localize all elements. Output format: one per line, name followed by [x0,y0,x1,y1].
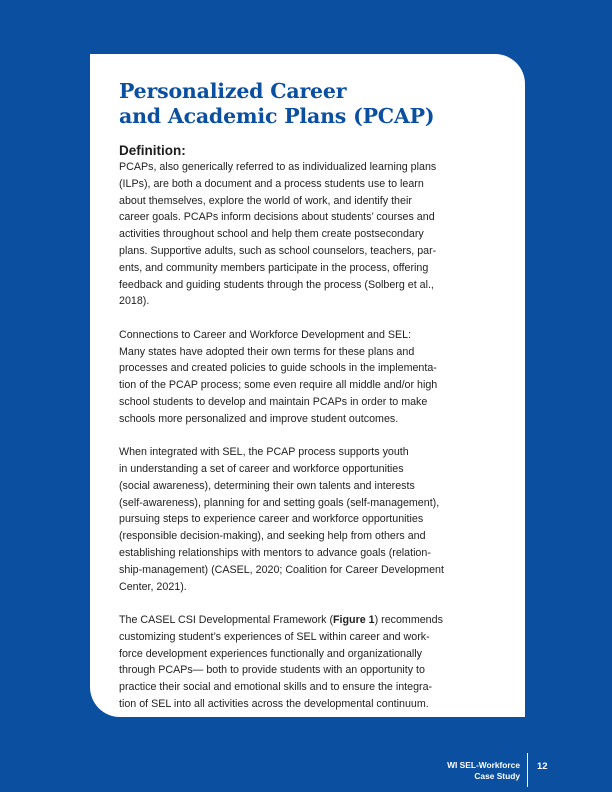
text-line: in understanding a set of career and workforce opportunities [119,462,404,475]
text-line: (social awareness), determining their own talents and interests [119,479,415,492]
text-line: force development experiences functionally and organizationally [119,647,422,660]
text-line: practice their social and emotional skills and to ensure the integra- [119,681,433,694]
text-line: Many states have adopted their own terms for these plans and [119,345,415,358]
footer-divider [527,753,528,787]
text-line: career goals. PCAPs inform decisions about students’ courses and [119,211,435,224]
text-segment: The CASEL CSI Developmental Framework ( [119,613,334,626]
definition-heading: Definition: [119,143,186,158]
text-line: When integrated with SEL, the PCAP process supports youth [119,446,409,459]
text-line: customizing student’s experiences of SEL within career and work- [119,630,430,643]
text-line [119,612,497,629]
text-line: tion of SEL into all activities across the developmental continuum. [119,697,429,710]
connections-paragraph [119,327,497,428]
text-line: school students to develop and maintain PCAPs in order to make [119,395,428,408]
text-line: ents, and community members participate in the process, offering [119,261,429,274]
text-line: feedback and guiding students through the process (Solberg et al., [119,278,434,291]
text-line: (ILPs), are both a document and a process students use to learn [119,177,424,190]
text-segment: ) recommends [374,613,443,626]
text-line: ship-management) (CASEL, 2020; Coalition for Career Development [119,563,444,576]
text-line: Center, 2021). [119,580,187,593]
footer-line-1: WI SEL-Workforce [447,760,520,770]
text-line: 2018). [119,295,150,308]
figure-reference: Figure 1 [333,613,375,626]
text-line: Connections to Career and Workforce Development and SEL: [119,328,412,341]
title-line-1: Personalized Career [119,79,347,103]
page-number: 12 [537,761,548,772]
title-line-2: and Academic Plans (PCAP) [119,104,435,128]
text-line: tion of the PCAP process; some even require all middle and/or high [119,379,438,392]
text-line: activities throughout school and help them create postsecondary [119,228,424,241]
text-line: PCAPs, also generically referred to as individualized learning plans [119,161,437,173]
text-line: through PCAPs— both to provide students with an opportunity to [119,664,425,677]
footer-label [380,760,520,782]
integration-paragraph [119,444,497,595]
definition-paragraph [119,159,497,310]
framework-paragraph [119,612,497,713]
text-line: plans. Supportive adults, such as school counselors, teachers, par- [119,244,437,257]
text-line: processes and created policies to guide schools in the implementa- [119,362,437,375]
footer-line-2: Case Study [474,771,520,781]
text-line: schools more personalized and improve student outcomes. [119,412,399,425]
content-card [90,54,525,717]
text-line: establishing relationships with mentors to advance goals (relation- [119,546,431,559]
text-line: (self-awareness), planning for and setting goals (self-management), [119,496,440,509]
text-line: pursuing steps to experience career and workforce opportunities [119,513,424,526]
text-line: about themselves, explore the world of work, and identify their [119,194,412,207]
text-line: (responsible decision-making), and seeking help from others and [119,530,426,543]
page-title [119,79,497,129]
